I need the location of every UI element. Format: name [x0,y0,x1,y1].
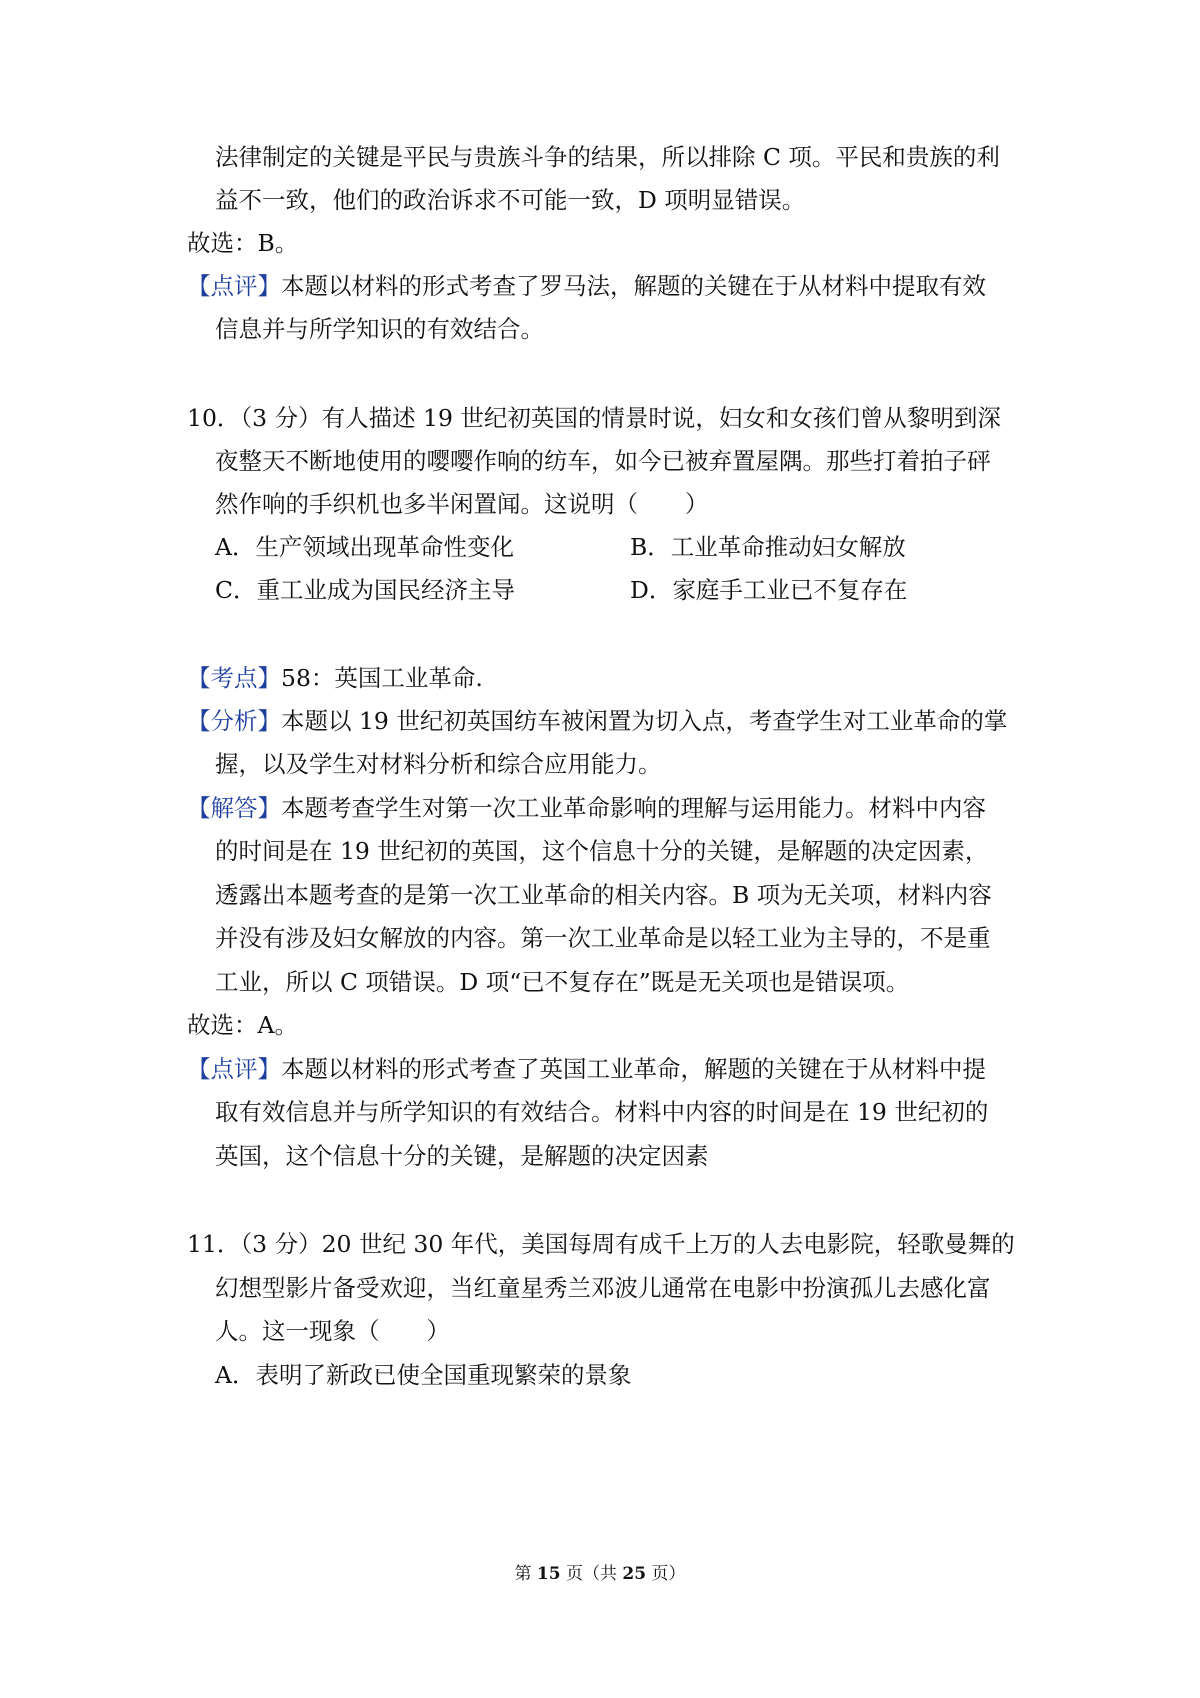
q10-kaodian [187,662,483,694]
q11-stem-line-1: 11．（3 分）20 世纪 30 年代，美国每周有成千上万的人去电影院，轻歌曼舞的 [187,1230,1015,1258]
dianping-tag: 【点评】 [187,1055,281,1083]
kaodian-text: 58：英国工业革命. [281,664,483,692]
q10-dianping-line-3: 英国，这个信息十分的关键，是解题的决定因素 [215,1142,709,1170]
q9-comment-line-1 [187,270,986,302]
q10-options-row-2 [215,574,975,606]
jieda-tag: 【解答】 [187,794,281,822]
q10-option-c: C．重工业成为国民经济主导 [215,576,515,604]
footer-page-number: 15 [536,1564,561,1584]
q10-option-b: B．工业革命推动妇女解放 [630,533,906,561]
q10-options-row-1 [215,531,975,563]
q10-dianping-line-1 [187,1053,986,1085]
q10-jieda-line-2: 的时间是在 19 世纪初的英国，这个信息十分的关键，是解题的决定因素， [215,837,989,865]
q9-comment-tag: 【点评】 [187,272,281,300]
continuation-line-2: 益不一致，他们的政治诉求不可能一致，D 项明显错误。 [215,186,806,214]
q10-stem-line-1: 10．（3 分）有人描述 19 世纪初英国的情景时说，妇女和女孩们曾从黎明到深 [187,404,1001,432]
q10-answer: 故选：A。 [187,1011,298,1039]
q10-stem-line-3: 然作响的手织机也多半闲置闻。这说明（ ） [215,490,709,518]
q11-stem-line-3: 人。这一现象（ ） [215,1317,450,1345]
q9-answer: 故选：B。 [187,229,299,257]
q10-jieda-line-4: 并没有涉及妇女解放的内容。第一次工业革命是以轻工业为主导的，不是重 [215,924,991,952]
q10-fenxi-line-1 [187,705,1007,737]
q9-comment-line-2: 信息并与所学知识的有效结合。 [215,315,544,343]
q10-fenxi-line-2: 握，以及学生对材料分析和综合应用能力。 [215,750,662,778]
q9-comment-text-1: 本题以材料的形式考查了罗马法，解题的关键在于从材料中提取有效 [281,272,986,300]
jieda-text-1: 本题考查学生对第一次工业革命影响的理解与运用能力。材料中内容 [281,794,986,822]
q10-option-a: A．生产领域出现革命性变化 [215,533,514,561]
q11-stem-line-2: 幻想型影片备受欢迎，当红童星秀兰邓波儿通常在电影中扮演孤儿去感化富 [215,1274,991,1302]
q10-jieda-line-5: 工业，所以 C 项错误。D 项“已不复存在”既是无关项也是错误项。 [215,968,910,996]
fenxi-text-1: 本题以 19 世纪初英国纺车被闲置为切入点，考查学生对工业革命的掌 [281,707,1008,735]
footer-prefix: 第 [514,1564,532,1584]
kaodian-tag: 【考点】 [187,664,281,692]
footer-total-pages: 25 [622,1564,647,1584]
continuation-line-1: 法律制定的关键是平民与贵族斗争的结果，所以排除 C 项。平民和贵族的利 [215,143,1000,171]
footer-suffix: 页） [651,1564,686,1584]
q10-jieda-line-3: 透露出本题考查的是第一次工业革命的相关内容。B 项为无关项，材料内容 [215,881,992,909]
q10-dianping-line-2: 取有效信息并与所学知识的有效结合。材料中内容的时间是在 19 世纪初的 [215,1098,989,1126]
q10-option-d: D．家庭手工业已不复存在 [630,576,908,604]
q10-stem-line-2: 夜整天不断地使用的嘤嘤作响的纺车，如今已被弃置屋隅。那些打着拍子砰 [215,447,991,475]
page-footer [0,1562,1200,1586]
footer-middle: 页（共 [566,1564,617,1584]
fenxi-tag: 【分析】 [187,707,281,735]
q10-jieda-line-1 [187,792,986,824]
dianping-text-1: 本题以材料的形式考查了英国工业革命，解题的关键在于从材料中提 [281,1055,986,1083]
q11-option-a: A．表明了新政已使全国重现繁荣的景象 [215,1361,632,1389]
